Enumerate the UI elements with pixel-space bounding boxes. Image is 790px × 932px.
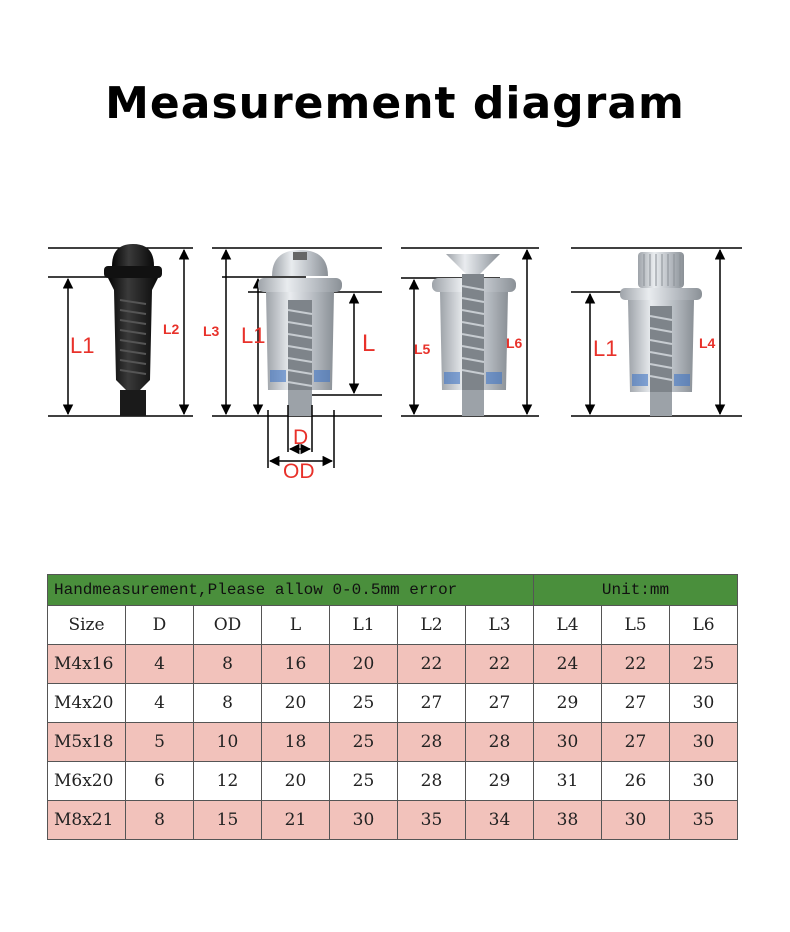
page-title: Measurement diagram	[105, 78, 685, 129]
table-header-note-row	[48, 575, 738, 606]
value-cell-d: 5	[126, 723, 194, 762]
column-header-l5: L5	[602, 606, 670, 645]
label-D: D	[293, 426, 309, 449]
value-cell-d: 8	[126, 801, 194, 840]
column-header-size: Size	[48, 606, 126, 645]
value-cell-l5: 27	[602, 684, 670, 723]
value-cell-l6: 30	[670, 762, 738, 801]
size-cell: M4x16	[48, 645, 126, 684]
label-L: L	[362, 330, 376, 357]
label-L2: L2	[163, 321, 180, 337]
size-cell: M8x21	[48, 801, 126, 840]
table-row	[48, 762, 738, 801]
measurement-diagram	[0, 230, 790, 490]
value-cell-l3: 27	[466, 684, 534, 723]
size-cell: M5x18	[48, 723, 126, 762]
socket-head-rivet-nut	[571, 248, 742, 416]
value-cell-l1: 20	[330, 645, 398, 684]
value-cell-l: 18	[262, 723, 330, 762]
table-row	[48, 723, 738, 762]
column-header-l3: L3	[466, 606, 534, 645]
value-cell-d: 4	[126, 684, 194, 723]
value-cell-l5: 22	[602, 645, 670, 684]
value-cell-l5: 30	[602, 801, 670, 840]
value-cell-l4: 30	[534, 723, 602, 762]
value-cell-l2: 27	[398, 684, 466, 723]
unit-label: Unit:mm	[534, 575, 738, 606]
value-cell-l4: 24	[534, 645, 602, 684]
column-header-d: D	[126, 606, 194, 645]
label-L5: L5	[414, 341, 431, 357]
size-spec-table	[47, 574, 738, 840]
measurement-note: Handmeasurement,Please allow 0-0.5mm error	[48, 575, 534, 606]
label-L1-b: L1	[241, 323, 266, 348]
value-cell-l3: 22	[466, 645, 534, 684]
value-cell-l6: 25	[670, 645, 738, 684]
value-cell-l4: 29	[534, 684, 602, 723]
label-L6: L6	[506, 335, 523, 351]
value-cell-od: 15	[194, 801, 262, 840]
value-cell-l4: 31	[534, 762, 602, 801]
value-cell-l2: 28	[398, 762, 466, 801]
value-cell-d: 6	[126, 762, 194, 801]
value-cell-l: 20	[262, 762, 330, 801]
value-cell-l: 20	[262, 684, 330, 723]
value-cell-d: 4	[126, 645, 194, 684]
value-cell-l6: 35	[670, 801, 738, 840]
value-cell-l1: 25	[330, 684, 398, 723]
size-cell: M6x20	[48, 762, 126, 801]
column-header-l2: L2	[398, 606, 466, 645]
column-header-l: L	[262, 606, 330, 645]
value-cell-l6: 30	[670, 684, 738, 723]
value-cell-l3: 29	[466, 762, 534, 801]
value-cell-l1: 25	[330, 723, 398, 762]
column-header-l6: L6	[670, 606, 738, 645]
value-cell-l3: 28	[466, 723, 534, 762]
value-cell-l: 21	[262, 801, 330, 840]
value-cell-od: 8	[194, 645, 262, 684]
table-row	[48, 645, 738, 684]
value-cell-l1: 30	[330, 801, 398, 840]
value-cell-od: 12	[194, 762, 262, 801]
value-cell-l2: 28	[398, 723, 466, 762]
label-OD: OD	[283, 460, 315, 483]
value-cell-od: 10	[194, 723, 262, 762]
table-row	[48, 684, 738, 723]
countersunk-rivet-nut	[401, 248, 539, 416]
value-cell-od: 8	[194, 684, 262, 723]
value-cell-l4: 38	[534, 801, 602, 840]
value-cell-l6: 30	[670, 723, 738, 762]
column-header-l1: L1	[330, 606, 398, 645]
value-cell-l: 16	[262, 645, 330, 684]
value-cell-l3: 34	[466, 801, 534, 840]
column-header-l4: L4	[534, 606, 602, 645]
label-L3: L3	[203, 323, 220, 339]
value-cell-l2: 22	[398, 645, 466, 684]
value-cell-l2: 35	[398, 801, 466, 840]
table-row	[48, 801, 738, 840]
value-cell-l5: 27	[602, 723, 670, 762]
column-header-od: OD	[194, 606, 262, 645]
label-L4: L4	[699, 335, 716, 351]
label-L1-c: L1	[593, 336, 618, 361]
size-cell: M4x20	[48, 684, 126, 723]
column-header-row	[48, 606, 738, 645]
label-L1-a: L1	[70, 333, 95, 358]
value-cell-l1: 25	[330, 762, 398, 801]
value-cell-l5: 26	[602, 762, 670, 801]
